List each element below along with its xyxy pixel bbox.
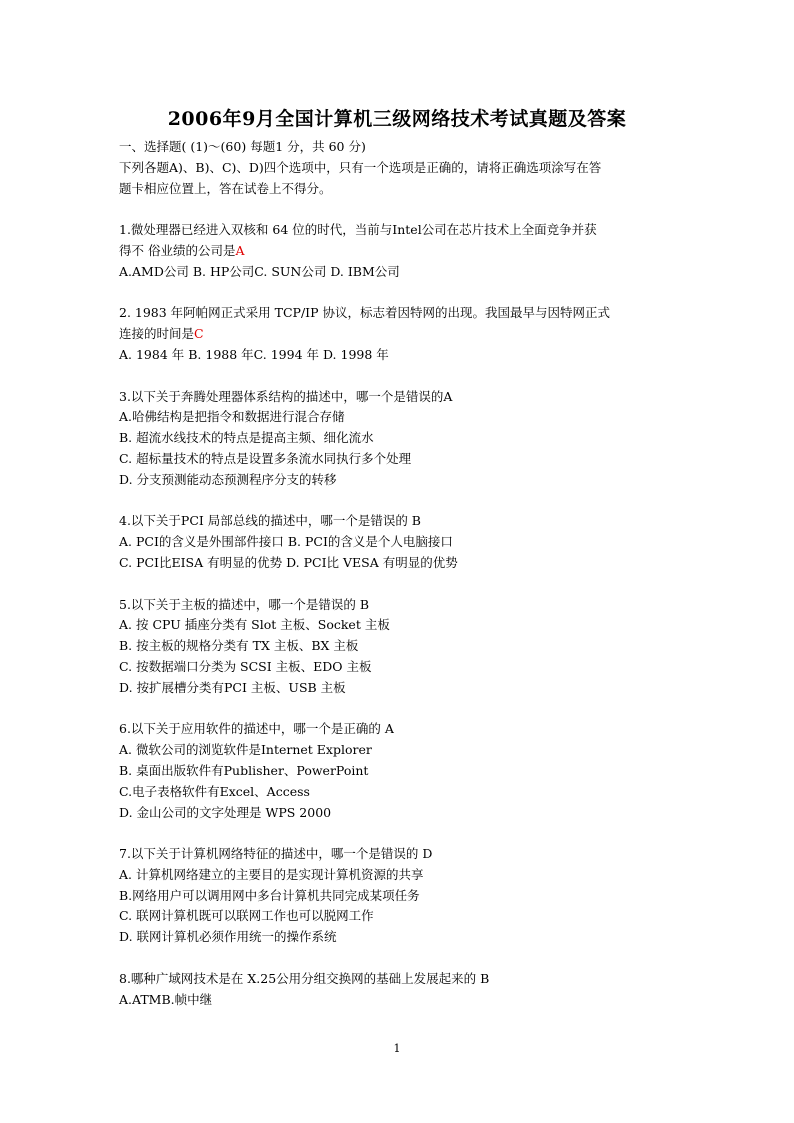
page-number: 1 [393, 1042, 401, 1055]
question-text: 2. 1983 年阿帕网正式采用 TCP/IP 协议，标志着因特网的出现。我国最早与因特网正式 [119, 305, 611, 321]
instruction-line: 题卡相应位置上，答在试卷上不得分。 [119, 180, 332, 196]
spacer [119, 491, 679, 512]
option-line: D. 金山公司的文字处理是 WPS 2000 [119, 804, 332, 820]
option-line: D. 联网计算机必须作用统一的操作系统 [119, 929, 337, 945]
question-text: 4.以下关于PCI 局部总线的描述中，哪一个是错误的 B [119, 513, 421, 529]
option-line: D. 按扩展槽分类有PCI 主板、USB 主板 [119, 679, 346, 695]
option-line: C. PCI比EISA 有明显的优势 D. PCI比 VESA 有明显的优势 [119, 554, 458, 570]
question-text [119, 241, 679, 262]
question-text: 1.微处理器已经进入双核和 64 位的时代，当前与Intel公司在芯片技术上全面竞争并获 [119, 222, 597, 238]
spacer [119, 699, 679, 720]
option-line: C.电子表格软件有Excel、Access [119, 783, 310, 799]
question-text: 3.以下关于奔腾处理器体系结构的描述中，哪一个是错误的A [119, 388, 453, 404]
spacer [119, 283, 679, 304]
option-line: A.哈佛结构是把指令和数据进行混合存储 [119, 409, 345, 425]
instruction-line: 下列各题A)、B)、C)、D)四个选项中，只有一个选项是正确的，请将正确选项涂写在答 [119, 159, 602, 175]
option-line: B. 按主板的规格分类有 TX 主板、BX 主板 [119, 638, 359, 654]
answer-mark: C [194, 326, 204, 342]
question-text: 7.以下关于计算机网络特征的描述中，哪一个是错误的 D [119, 846, 433, 862]
question-6 [119, 719, 679, 823]
option-line: C. 按数据端口分类为 SCSI 主板、EDO 主板 [119, 658, 372, 674]
question-text: 5.以下关于主板的描述中，哪一个是错误的 B [119, 596, 370, 612]
option-line: B. 超流水线技术的特点是提高主频、细化流水 [119, 430, 374, 446]
question-text-tail: 连接的时间是 [119, 326, 195, 342]
question-5 [119, 595, 679, 699]
document-title: 2006年9月全国计算机三级网络技术考试真题及答案 [167, 108, 627, 130]
option-line: A.AMD公司 B. HP公司C. SUN公司 D. IBM公司 [119, 263, 400, 279]
document-body [119, 137, 679, 1010]
option-line: C. 联网计算机既可以联网工作也可以脱网工作 [119, 908, 374, 924]
question-text: 6.以下关于应用软件的描述中，哪一个是正确的 A [119, 721, 394, 737]
option-line: B.网络用户可以调用网中多台计算机共同完成某项任务 [119, 887, 420, 903]
question-text [119, 324, 679, 345]
option-line: A. 计算机网络建立的主要目的是实现计算机资源的共享 [119, 866, 424, 882]
spacer [119, 948, 679, 969]
option-line: D. 分支预测能动态预测程序分支的转移 [119, 471, 337, 487]
question-3 [119, 387, 679, 491]
spacer [119, 199, 679, 220]
option-line: C. 超标量技术的特点是设置多条流水同执行多个处理 [119, 450, 412, 466]
spacer [119, 823, 679, 844]
question-text: 8.哪种广域网技术是在 X.25公用分组交换网的基础上发展起来的 B [119, 970, 490, 986]
spacer [119, 366, 679, 387]
option-line: B. 桌面出版软件有Publisher、PowerPoint [119, 762, 369, 778]
question-4 [119, 511, 679, 573]
question-1 [119, 220, 679, 282]
spacer [119, 574, 679, 595]
option-line: A. PCI的含义是外围部件接口 B. PCI的含义是个人电脑接口 [119, 534, 453, 550]
question-text-tail: 得不 俗业绩的公司是 [119, 242, 236, 258]
question-8 [119, 969, 679, 1011]
option-line: A.ATMB.帧中继 [119, 991, 213, 1007]
option-line: A. 按 CPU 插座分类有 Slot 主板、Socket 主板 [119, 617, 390, 633]
section-header: 一、选择题( (1)～(60) 每题1 分，共 60 分) [119, 139, 366, 154]
option-line: A. 微软公司的浏览软件是Internet Explorer [119, 742, 372, 758]
answer-mark: A [235, 242, 245, 258]
option-line: A. 1984 年 B. 1988 年C. 1994 年 D. 1998 年 [119, 346, 389, 362]
question-7 [119, 844, 679, 948]
question-2 [119, 303, 679, 365]
